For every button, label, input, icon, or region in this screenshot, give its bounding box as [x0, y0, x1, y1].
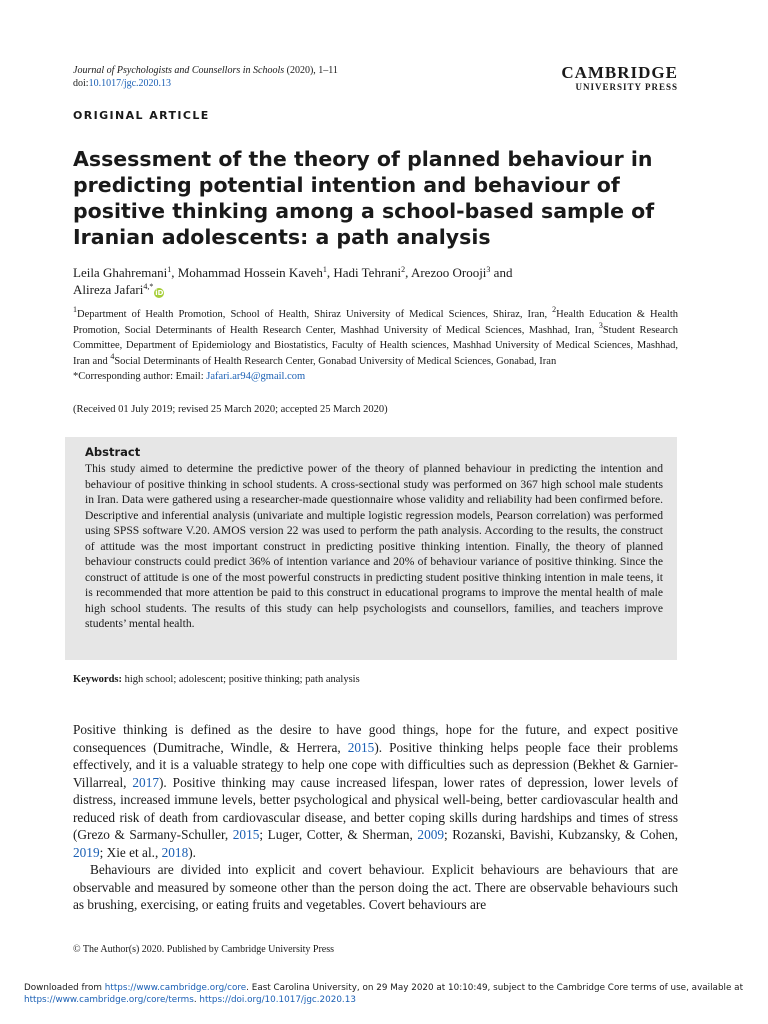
body-text-run: Positive thinking is defined as the desire to have good things, hope for the future, and expect positive consequences (Dumitrache, Windle, & Herrera, [73, 722, 678, 755]
journal-meta: (2020), 1–11 [284, 65, 338, 76]
doi-prefix: doi: [73, 78, 89, 89]
citation-year-link[interactable]: 2019 [73, 844, 100, 860]
author-affiliation-sup: 1 [322, 265, 327, 274]
terms-link[interactable]: https://www.cambridge.org/core/terms [24, 995, 194, 1005]
affiliation-sup: 4 [110, 351, 115, 361]
affiliation-sup: 3 [598, 320, 603, 330]
affiliation-1: Department of Health Promotion, School of Health, Shiraz University of Medical Sciences, Shiraz, Iran, [77, 309, 553, 320]
body-paragraph-2: Behaviours are divided into explicit and covert behaviour. Explicit behaviours are behaviours that are observable and measured by someone other than the person doing the act. There are observable behaviours such as brushing, exercising, or eating fruits and vegetables. Covert behaviours are [73, 862, 678, 912]
doi-footer-link[interactable]: https://doi.org/10.1017/jgc.2020.13 [199, 995, 356, 1005]
footer-text: . East Carolina University, on 29 May 2020 at 10:10:49, subject to the Cambridge Core terms of use, available at [246, 983, 744, 993]
affiliation-4: Social Determinants of Health Research Center, Gonabad University of Medical Sciences, Gonabad, Iran [114, 355, 557, 367]
body-text-run: ; Luger, Cotter, & Sherman, [259, 827, 418, 842]
body-paragraph-1 [73, 721, 678, 861]
journal-citation [73, 64, 338, 90]
corresponding-label: *Corresponding author: Email: [73, 371, 207, 382]
citation-year-link[interactable]: 2017 [132, 774, 159, 790]
citation-year-link[interactable]: 2015 [347, 739, 375, 755]
citation-year-link[interactable]: 2015 [232, 827, 260, 842]
body-text [73, 721, 678, 914]
author-separator: , [405, 265, 411, 280]
journal-name: Journal of Psychologists and Counsellors in Schools [73, 65, 285, 76]
affiliation-2: Health Education & Health Promotion, Social Determinants of Health Research Center, Mashhad University of Medical Sciences, Mashhad, Iran, [73, 309, 678, 336]
body-text-run: ). Positive thinking may cause increased lifespan, lower rates of depression, lower levels of distress, increased immune levels, better psychological and physical well-being, better cardiovascular health and reduced risk of death from cardiovascular disease, and better coping skills during hardships and times of stress (Grezo & Sarmany-Schuller, [73, 774, 678, 842]
footer-text: Downloaded from [24, 983, 105, 993]
affiliation-sup: 1 [73, 305, 77, 314]
publisher-name: CAMBRIDGE [561, 63, 678, 82]
author-name: Arezoo Orooji [410, 265, 487, 280]
body-text-run: ). Positive thinking helps people face their problems effectively, and it is a valuable strategy to help one cope with difficulties such as depression (Bekhet & Garnier-Villarreal, [73, 739, 678, 790]
copyright-notice: © The Author(s) 2020. Published by Cambridge University Press [73, 944, 335, 955]
article-type: ORIGINAL ARTICLE [73, 109, 210, 122]
body-text-run: ; Xie et al., [99, 844, 162, 860]
author-name: Hadi Tehrani [333, 265, 402, 280]
keywords-text: high school; adolescent; positive thinking; path analysis [122, 674, 360, 685]
author-name: Mohammad Hossein Kaveh [177, 265, 323, 280]
author-separator: and [490, 265, 513, 280]
keywords-label: Keywords: [73, 674, 122, 685]
author-name: Leila Ghahremani [73, 265, 168, 280]
doi-link[interactable]: 10.1017/jgc.2020.13 [88, 78, 172, 89]
citation-year-link[interactable]: 2009 [417, 827, 445, 842]
author-separator: , [171, 265, 178, 280]
affiliations [73, 307, 678, 385]
corresponding-email-link[interactable]: Jafari.ar94@gmail.com [206, 371, 306, 382]
author-affiliation-sup: 1 [167, 265, 172, 274]
received-history: (Received 01 July 2019; revised 25 March 2020; accepted 25 March 2020) [73, 404, 388, 415]
citation-year-link[interactable]: 2018 [161, 844, 189, 860]
publisher-subname: UNIVERSITY PRESS [575, 82, 678, 92]
download-footer [24, 982, 744, 1006]
author-affiliation-sup: 2 [401, 265, 406, 274]
author-name: Alireza Jafari [73, 282, 144, 297]
orcid-icon[interactable]: iD [155, 289, 164, 297]
abstract-heading: Abstract [85, 445, 141, 459]
affiliation-3: Student Research Committee, Department of Epidemiology and Biostatistics, Faculty of Health sciences, Mashhad University of Medical Sciences, Mashhad, Iran and [73, 324, 679, 367]
abstract-box [65, 437, 677, 660]
cambridge-core-link[interactable]: https://www.cambridge.org/core [104, 983, 247, 993]
author-separator: , [326, 265, 334, 280]
affiliation-sup: 2 [552, 305, 557, 314]
keywords [73, 674, 360, 685]
author-affiliation-sup: 4,* [143, 282, 154, 291]
publisher-logo [548, 64, 678, 92]
author-affiliation-sup: 3 [486, 265, 491, 274]
abstract-text: This study aimed to determine the predictive power of the theory of planned behaviour in predicting the intention and behaviour of positive thinking in school students. A cross-sectional study was performed on 367 high school male students in Iran. Data were gathered using a researcher-made questionnaire whose validity and reliability had been confirmed before. Descriptive and inferential analysis (univariate and multiple logistic regression models, Pearson correlation) was performed using SPSS software V.20. AMOS version 22 was used to perform the path analysis. According to the results, the construct of attitude was the most important construct in predicting positive thinking intention. Finally, the theory of planned behaviour constructs could predict 36% of intention variance and 20% of behaviour variance of positive thinking. Since the construct of attitude is one of the most powerful constructs in predicting student positive thinking intention in male teens, it is recommended that more attention be paid to this construct in educational programs to improve the mental health of male high school students. The results of this study can help psychologists and counsellors, families, and teachers improve students’ mental health. [85, 462, 663, 630]
body-text-run: ; Rozanski, Bavishi, Kubzansky, & Cohen, [444, 827, 678, 842]
body-text-run: ). [188, 844, 196, 860]
author-list [73, 264, 683, 298]
article-title: Assessment of the theory of planned behaviour in predicting potential intention and behaviour of positive thinking among a school-based sample of Iranian adolescents: a path analysis [73, 147, 655, 249]
footer-text: . [193, 995, 200, 1005]
